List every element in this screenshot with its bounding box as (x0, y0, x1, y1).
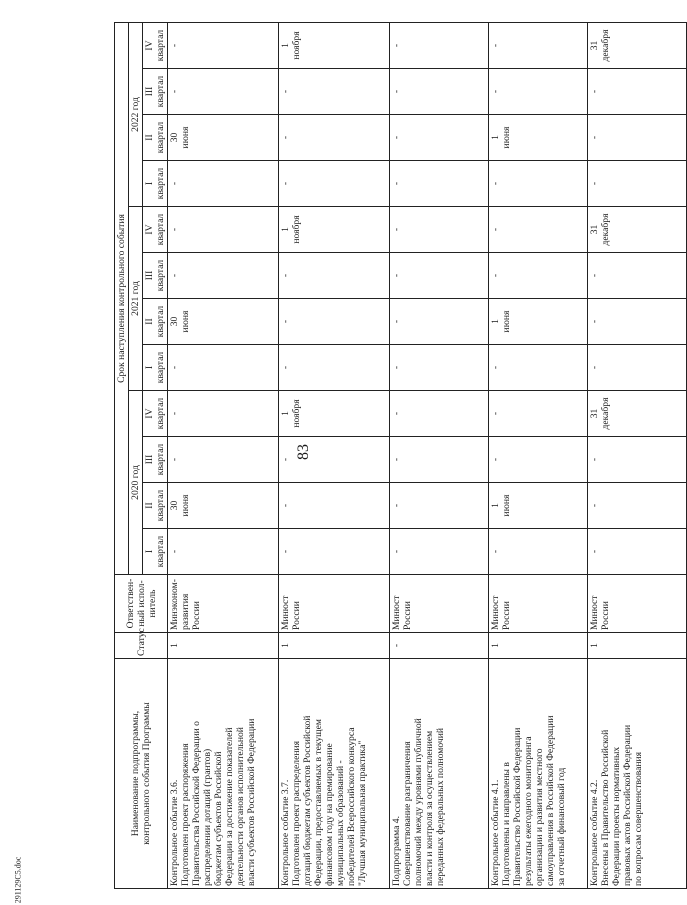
term-cell (588, 115, 687, 161)
term-value: - (589, 135, 601, 140)
term-value: 31 (589, 224, 601, 235)
term-cell (390, 69, 489, 115)
term-value: - (391, 135, 403, 140)
term-value: - (391, 503, 403, 508)
term-cell (168, 391, 279, 437)
term-value: - (490, 227, 502, 232)
responsible-cell: Минюст России (390, 575, 489, 633)
term-value: - (169, 89, 181, 94)
table-row (489, 22, 588, 888)
term-cell (279, 115, 390, 161)
header-responsible: Ответствен- ный испол- нитель (115, 575, 168, 633)
term-value: - (589, 273, 601, 278)
quarter-label: квартал (155, 259, 167, 292)
term-value: - (391, 411, 403, 416)
term-cell (279, 345, 390, 391)
responsible-cell: Минюст России (588, 575, 687, 633)
term-month: июня (501, 126, 513, 149)
responsible-cell: Минэконом- развития России (168, 575, 279, 633)
status-cell: 1 (279, 633, 390, 659)
status-cell: 1 (489, 633, 588, 659)
term-cell (588, 345, 687, 391)
quarter-label: квартал (155, 121, 167, 154)
term-cell (168, 69, 279, 115)
header-quarter (143, 69, 168, 115)
status-cell: 1 (168, 633, 279, 659)
term-value: - (280, 457, 292, 462)
term-value: 1 (280, 227, 292, 232)
status-cell: - (390, 633, 489, 659)
term-value: - (490, 549, 502, 554)
term-month: июня (180, 494, 192, 517)
quarter-number: III (144, 270, 156, 281)
quarter-number: IV (144, 40, 156, 51)
term-cell (588, 161, 687, 207)
term-value: 30 (169, 316, 181, 327)
term-cell (588, 22, 687, 68)
term-value: - (391, 89, 403, 94)
term-cell (390, 391, 489, 437)
term-cell (279, 253, 390, 299)
term-value: - (490, 457, 502, 462)
term-value: - (490, 89, 502, 94)
header-quarter (143, 253, 168, 299)
status-cell: 1 (588, 633, 687, 659)
quarter-number: I (144, 181, 156, 186)
term-cell (279, 299, 390, 345)
quarter-number: II (144, 502, 156, 509)
header-quarter (143, 299, 168, 345)
quarter-label: квартал (155, 167, 167, 200)
term-cell (390, 437, 489, 483)
term-month: декабря (600, 397, 612, 430)
term-cell (489, 483, 588, 529)
header-name: Наименование подпрограммы, контрольного события Программы (115, 659, 168, 889)
term-cell (489, 299, 588, 345)
term-value: - (169, 457, 181, 462)
quarter-number: III (144, 86, 156, 97)
term-value: - (169, 181, 181, 186)
term-value: - (391, 319, 403, 324)
term-cell (279, 207, 390, 253)
term-value: - (391, 43, 403, 48)
term-month: ноября (291, 31, 303, 60)
term-month: июня (180, 310, 192, 333)
term-value: - (589, 181, 601, 186)
header-quarter (143, 161, 168, 207)
quarter-label: квартал (155, 397, 167, 430)
term-cell (489, 207, 588, 253)
quarter-label: квартал (155, 489, 167, 522)
header-quarter (143, 207, 168, 253)
term-cell (489, 253, 588, 299)
term-cell (390, 115, 489, 161)
term-value: - (280, 135, 292, 140)
term-value: 30 (169, 500, 181, 511)
term-month: июня (501, 310, 513, 333)
term-value: - (589, 365, 601, 370)
term-cell (279, 529, 390, 575)
term-value: 1 (280, 43, 292, 48)
quarter-label: квартал (155, 213, 167, 246)
term-cell (279, 69, 390, 115)
term-cell (390, 483, 489, 529)
term-cell (168, 253, 279, 299)
term-value: - (490, 273, 502, 278)
term-value: - (391, 181, 403, 186)
term-cell (390, 345, 489, 391)
responsible-cell: Минюст России (279, 575, 390, 633)
term-cell (168, 529, 279, 575)
header-quarter (143, 391, 168, 437)
term-cell (168, 345, 279, 391)
term-cell (588, 483, 687, 529)
term-cell (168, 437, 279, 483)
term-cell (489, 391, 588, 437)
term-value: - (169, 273, 181, 278)
quarter-label: квартал (155, 351, 167, 384)
term-cell (489, 22, 588, 68)
page-number: 83 (295, 444, 312, 460)
term-value: - (169, 43, 181, 48)
term-cell (489, 437, 588, 483)
event-name-cell: Контрольное событие 3.6. Подготовлен проект распоряжения Правительства Российской Федерации о распределении дотаций (грантов) бюджетам субъектов Российской Федерации за достижение показателей деятельности органов исполнительной власти субъектов Российской Федерации (168, 659, 279, 889)
term-value: - (490, 43, 502, 48)
term-value: 31 (589, 408, 601, 419)
term-cell (168, 161, 279, 207)
term-cell (588, 529, 687, 575)
term-value: - (589, 549, 601, 554)
quarter-number: II (144, 134, 156, 141)
term-value: - (169, 411, 181, 416)
term-cell (588, 69, 687, 115)
term-cell (168, 299, 279, 345)
quarter-label: квартал (155, 305, 167, 338)
quarter-number: IV (144, 408, 156, 419)
term-value: - (391, 273, 403, 278)
event-name-cell: Контрольное событие 3.7. Подготовлен проект распределения дотаций бюджетам субъектов Российской Федерации, предоставляемых в текущем финансовом году на премирование муниципальных образований - победителей Всероссийского конкурса "Лучшая муниципальная практика" (279, 659, 390, 889)
term-cell (390, 299, 489, 345)
term-cell (168, 22, 279, 68)
term-value: 1 (490, 503, 502, 508)
header-year-2022: 2022 год (129, 22, 143, 206)
header-quarter (143, 437, 168, 483)
term-cell (279, 391, 390, 437)
term-value: - (391, 549, 403, 554)
term-value: - (490, 411, 502, 416)
term-value: - (169, 227, 181, 232)
term-cell (279, 437, 390, 483)
term-value: 30 (169, 132, 181, 143)
term-cell (489, 161, 588, 207)
quarter-number: I (144, 365, 156, 370)
header-quarter (143, 115, 168, 161)
term-month: декабря (600, 29, 612, 62)
header-year-2021: 2021 год (129, 207, 143, 391)
term-value: - (280, 503, 292, 508)
control-events-table (114, 22, 687, 889)
term-month: июня (180, 126, 192, 149)
term-value: - (280, 181, 292, 186)
term-cell (588, 207, 687, 253)
term-cell (489, 345, 588, 391)
term-value: - (280, 549, 292, 554)
term-cell (168, 115, 279, 161)
term-cell (489, 115, 588, 161)
quarter-number: IV (144, 224, 156, 235)
quarter-number: I (144, 549, 156, 554)
table-row (279, 22, 390, 888)
term-month: июня (501, 494, 513, 517)
term-month: ноября (291, 399, 303, 428)
quarter-number: III (144, 454, 156, 465)
footer-filename: 291129С5.doc (13, 856, 23, 904)
term-value: - (589, 457, 601, 462)
term-value: - (589, 89, 601, 94)
term-cell (390, 207, 489, 253)
term-value: 1 (490, 135, 502, 140)
term-cell (489, 529, 588, 575)
event-name-cell: Контрольное событие 4.1. Подготовлены и направлены в Правительство Российской Федерации результаты ежегодного мониторинга организации и развития местного самоуправления в Российской Федерации за отчетный финансовый год (489, 659, 588, 889)
rotated-table-container (114, 27, 645, 889)
quarter-label: квартал (155, 29, 167, 62)
term-value: - (490, 181, 502, 186)
term-value: - (169, 365, 181, 370)
term-cell (279, 22, 390, 68)
term-cell (588, 437, 687, 483)
term-value: - (589, 319, 601, 324)
term-value: - (589, 503, 601, 508)
table-row (168, 22, 279, 888)
term-value: - (280, 89, 292, 94)
term-value: 31 (589, 40, 601, 51)
quarter-label: квартал (155, 535, 167, 568)
term-cell (390, 161, 489, 207)
term-cell (168, 483, 279, 529)
term-cell (168, 207, 279, 253)
term-cell (489, 69, 588, 115)
term-value: - (280, 319, 292, 324)
term-value: 1 (280, 411, 292, 416)
quarter-number: II (144, 318, 156, 325)
event-name-cell: Контрольное событие 4.2. Внесены в Правительство Российской Федерации проекты нормативных правовых актов Российской Федерации по вопросам совершенствования (588, 659, 687, 889)
header-quarter (143, 345, 168, 391)
event-name-cell: Подпрограмма 4. Совершенствование разграничения полномочий между уровнями публичной власти и контроля за осуществлением переданных федеральных полномочий (390, 659, 489, 889)
term-cell (588, 391, 687, 437)
table-row (588, 22, 687, 888)
term-cell (390, 529, 489, 575)
term-cell (588, 253, 687, 299)
header-status: Статус (115, 633, 168, 659)
term-value: - (391, 365, 403, 370)
term-value: - (169, 549, 181, 554)
quarter-label: квартал (155, 443, 167, 476)
table-row (390, 22, 489, 888)
term-value: - (391, 227, 403, 232)
term-value: - (490, 365, 502, 370)
term-value: - (280, 273, 292, 278)
responsible-cell: Минюст России (489, 575, 588, 633)
term-cell (279, 483, 390, 529)
term-value: - (391, 457, 403, 462)
term-month: декабря (600, 213, 612, 246)
term-cell (390, 253, 489, 299)
header-quarter (143, 529, 168, 575)
term-value: 1 (490, 319, 502, 324)
term-month: ноября (291, 215, 303, 244)
quarter-label: квартал (155, 75, 167, 108)
term-cell (279, 161, 390, 207)
header-quarter (143, 22, 168, 68)
header-quarter (143, 483, 168, 529)
term-cell (588, 299, 687, 345)
header-year-2020: 2020 год (129, 391, 143, 575)
term-value: - (280, 365, 292, 370)
header-term: Срок наступления контрольного события (115, 22, 129, 574)
term-cell (390, 22, 489, 68)
